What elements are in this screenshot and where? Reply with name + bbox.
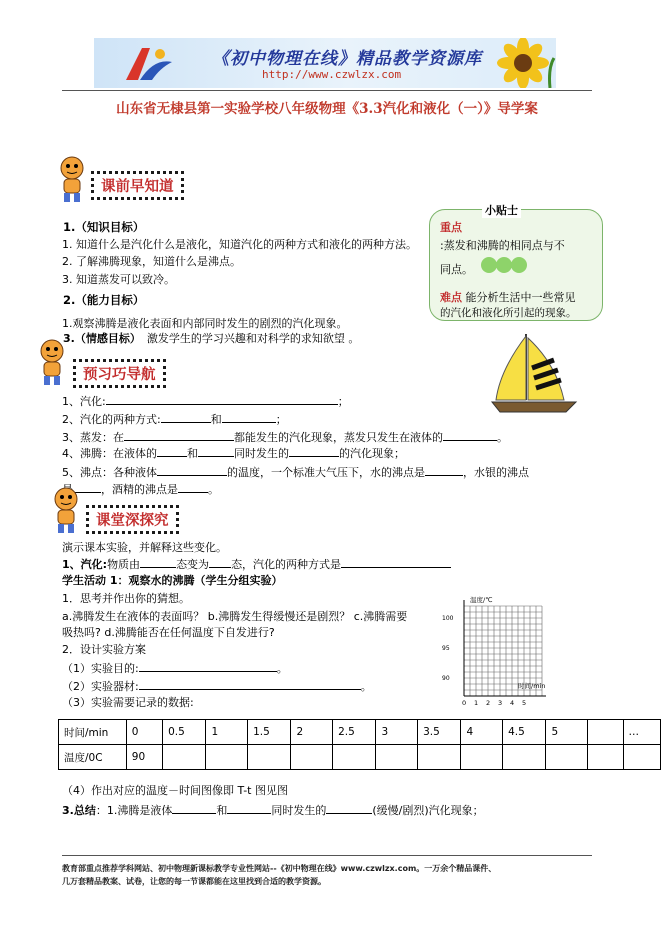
class-1-to: 态变为 [176,558,210,571]
temperature-time-graph [440,590,548,712]
blank-field[interactable] [139,678,361,690]
green-circles-icon [480,256,528,274]
table-cell[interactable]: 4 [461,720,503,745]
header-rule [62,90,592,91]
footer-rule [62,855,592,856]
table-cell[interactable]: 4.5 [503,720,546,745]
demo-instruction: 演示课本实验，并解释这些变化。 [62,541,227,554]
key-point-text-1: :蒸发和沸腾的相同点与不 [440,239,565,252]
table-row [59,720,661,745]
blank-field[interactable] [326,802,372,814]
table-cell[interactable]: 2 [291,720,333,745]
goal-heading-emotion: 3.（情感目标） [63,332,141,345]
y-axis-label: 温度/℃ [470,596,493,604]
x-tick-label: 4 [510,699,515,707]
step-4-graph: （4）作出对应的温度－时间图像即 T-t 图见图 [62,784,288,797]
sailboat-icon [486,330,596,420]
experiment-purpose-label: （1）实验目的: [62,662,139,675]
summary-end: (缓慢/剧烈)汽化现象； [372,804,484,817]
footer-line-2: 几万套精品教案、试卷，让您的每一节课都能在这里找到合适的教学资源。 [62,877,326,886]
table-cell[interactable] [588,720,623,745]
footer [62,862,602,888]
data-table [58,719,661,770]
blank-field[interactable] [198,445,234,457]
y-tick-label: 90 [442,675,450,682]
blank-field[interactable] [124,429,234,441]
preview-5-mercury: ，水银的沸点 [463,466,529,479]
goal-ability-1: 1.观察沸腾是液化表面和内部同时发生的剧烈的汽化现象。 [62,317,348,330]
table-cell[interactable] [376,745,418,770]
header-banner [94,38,556,88]
goal-heading-ability: 2.（能力目标） [63,293,145,307]
preview-5-alcohol: ，酒精的沸点是 [101,483,178,496]
footer-line-1: 教育部重点推荐学科网站、初中物理新课标教学专业性网站--《初中物理在线》www.czwlzx.com。一万余个精品课件、 [62,864,497,873]
table-cell[interactable] [503,745,546,770]
preview-5-end: 。 [208,483,219,496]
preview-4-mid: 同时发生的 [234,447,289,460]
table-cell[interactable]: … [623,720,660,745]
table-cell[interactable]: 3.5 [418,720,461,745]
preview-4-end: 的汽化现象； [339,447,405,460]
tiger-mascot-icon [52,155,92,203]
goal-heading-knowledge: 1.（知识目标） [63,220,145,234]
table-cell[interactable]: 90 [126,745,162,770]
section-heading-pre-class: 课前早知道 [91,171,184,200]
table-cell[interactable]: 1.5 [248,720,291,745]
key-point-text-2: 同点。 [440,263,473,276]
blank-field[interactable] [140,556,176,568]
goal-knowledge-2: 2. 了解沸腾现象，知道什么是沸点。 [62,255,241,268]
table-row [59,745,661,770]
summary-and: 和 [216,804,228,817]
goal-knowledge-3: 3. 知道蒸发可以致冷。 [62,273,175,286]
logo-icon [120,44,176,84]
table-cell[interactable] [623,745,660,770]
blank-field[interactable] [222,411,276,423]
table-cell[interactable] [588,745,623,770]
blank-field[interactable] [106,393,338,405]
preview-4-label: 4、沸腾：在液体的 [62,447,157,460]
x-tick-label: 2 [486,699,491,707]
table-cell[interactable]: 1 [206,720,248,745]
section-heading-in-class: 课堂深探究 [86,505,179,534]
goal-emotion-1: 激发学生的学习兴趣和对科学的求知欲望 。 [146,332,360,345]
x-axis-label: 时间/min [518,682,546,690]
blank-field[interactable] [209,556,231,568]
data-record-label: （3）实验需要记录的数据: [62,696,194,709]
question-line-2: 吸热吗? d.沸腾能否在任何温度下自发进行? [62,626,275,639]
table-cell[interactable]: 2.5 [333,720,376,745]
tips-box [429,204,603,321]
preview-3-end: 。 [497,431,508,444]
table-cell: 温度/0C [59,745,127,770]
table-cell[interactable] [461,745,503,770]
preview-2-and: 和 [210,413,222,426]
blank-field[interactable] [443,429,497,441]
x-tick-label: 0 [462,699,467,707]
preview-3-mid: 都能发生的汽化现象，蒸发只发生在液体的 [234,431,443,444]
blank-field[interactable] [289,445,339,457]
preview-5-label: 5、沸点：各种液体 [62,466,157,479]
goal-knowledge-1: 1. 知道什么是汽化什么是液化，知道汽化的两种方式和液化的两种方法。 [62,238,417,251]
difficulty-text-1: 能分析生活中一些常见 [462,291,576,304]
preview-3-label: 3、蒸发：在 [62,431,124,444]
summary-label: 3.总结 [62,804,96,817]
equipment-end: 。 [360,680,372,693]
table-cell[interactable]: 0 [126,720,162,745]
preview-4-and: 和 [187,447,198,460]
blank-field[interactable] [157,464,227,476]
blank-field[interactable] [425,464,463,476]
banner-url[interactable]: http://www.czwlzx.com [262,68,402,81]
step-1-guess: 1．思考并作出你的猜想。 [62,592,190,605]
table-cell[interactable] [163,745,206,770]
question-line-1: a.沸腾发生在液体的表面吗？ b.沸腾发生得缓慢还是剧烈？ c.沸腾需要 [62,610,408,623]
blank-field[interactable] [227,802,271,814]
purpose-end: 。 [276,662,288,675]
step-2-design: 2．设计实验方案 [62,643,146,656]
blank-field[interactable] [341,556,451,568]
summary-1: ：1.沸腾是液体 [95,804,173,817]
class-1-from: 物质由 [107,558,141,571]
table-cell[interactable] [546,745,588,770]
tiger-mascot-icon [46,486,86,534]
difficulty-text-2: 的汽化和液化所引起的现象。 [440,307,577,319]
table-cell[interactable]: 3 [376,720,418,745]
y-tick-label: 95 [442,645,450,652]
x-tick-label: 3 [498,699,503,707]
blank-field[interactable] [178,481,208,493]
blank-field[interactable] [172,802,216,814]
x-tick-label: 5 [522,699,527,707]
tips-title: 小贴士 [482,202,521,218]
table-cell[interactable] [248,745,291,770]
document-title: 山东省无棣县第一实验学校八年级物理《3.3汽化和液化（一）》导学案 [116,101,538,117]
preview-1-end: ； [337,395,349,408]
table-cell[interactable] [418,745,461,770]
preview-1-label: 1、汽化: [62,395,106,408]
table-cell[interactable] [206,745,248,770]
section-heading-preview: 预习巧导航 [73,359,166,388]
table-cell[interactable] [291,745,333,770]
table-cell[interactable] [333,745,376,770]
table-cell[interactable]: 0.5 [163,720,206,745]
student-activity-heading: 学生活动 1：观察水的沸腾（学生分组实验） [62,574,283,587]
class-vaporization-label: 1、汽化: [62,558,108,571]
sunflower-icon [490,38,556,88]
blank-field[interactable] [139,660,277,672]
y-tick-label: 100 [442,615,454,622]
x-tick-label: 1 [474,699,479,707]
blank-field[interactable] [161,411,211,423]
preview-2-end: ； [275,413,287,426]
summary-mid: 同时发生的 [271,804,327,817]
preview-5-mid: 的温度，一个标准大气压下，水的沸点是 [227,466,425,479]
table-cell[interactable]: 5 [546,720,588,745]
class-1-ways: 态，汽化的两种方式是 [231,558,342,571]
experiment-equipment-label: （2）实验器材: [62,680,139,693]
table-cell: 时间/min [59,720,127,745]
banner-title: 《初中物理在线》精品教学资源库 [212,49,482,69]
difficulty-label: 难点 [440,291,462,304]
blank-field[interactable] [157,445,187,457]
key-point-label: 重点 [440,221,462,234]
preview-2-label: 2、汽化的两种方式: [62,413,161,426]
tiger-mascot-icon [32,338,72,386]
